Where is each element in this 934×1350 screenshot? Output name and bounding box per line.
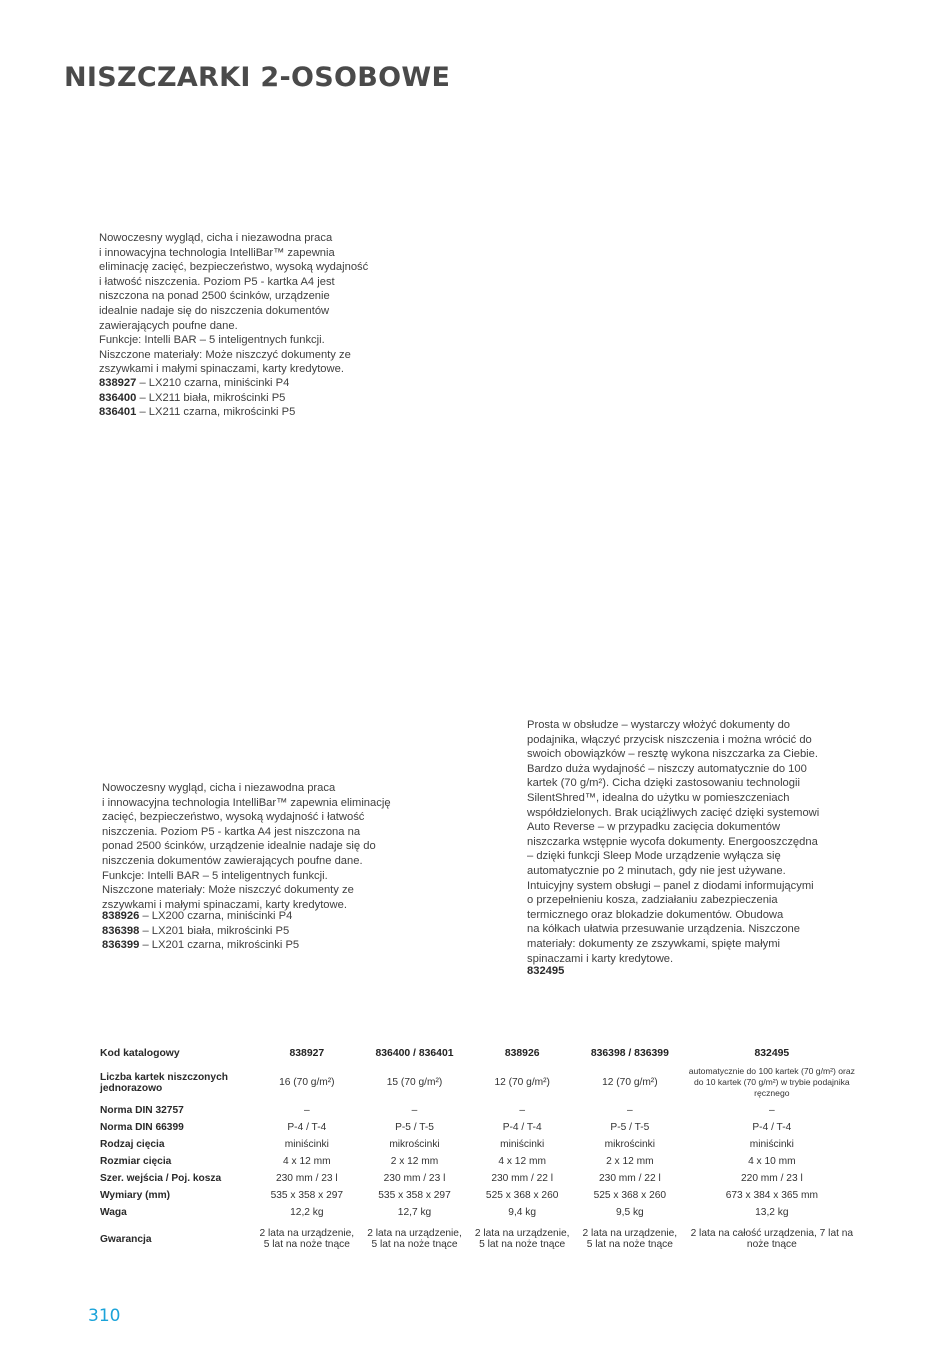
column-header: 836398 / 836399 <box>590 1048 669 1059</box>
catalog-code: 838927 <box>99 377 137 389</box>
table-cell: 2 lata na urządzenie, 5 lat na noże tnące <box>582 1228 678 1250</box>
code-desc: – LX200 czarna, miniścinki P4 <box>139 910 293 922</box>
row-label: Wymiary (mm) <box>100 1190 171 1201</box>
table-cell: 230 mm / 22 l <box>491 1173 554 1184</box>
spec-table <box>96 1044 860 1257</box>
table-cell: – <box>304 1105 310 1116</box>
table-row <box>96 1136 860 1153</box>
catalog-code: 836398 <box>102 924 140 937</box>
catalog-code: 838926 <box>102 910 140 922</box>
table-cell: 220 mm / 23 l <box>740 1173 803 1184</box>
product-description: Nowoczesny wygląd, cicha i niezawodna praca i innowacyjna technologia IntelliBar™ zapewnia eliminację zacięć, bezpieczeństwo, wysoką wydajność i łatwość niszczenia. Poziom P5 - kartka A4 jest niszczona na ponad 2500 ścinków, urządzenie idealnie nadaje się do niszczenia dokumentów zawierających poufne dane. Funkcje: Intelli BAR – 5 inteligentnych funkcji. Niszczone materiały: Może niszczyć dokumenty ze zszywkami i małymi spinaczami, karty kredytowe. <box>99 232 369 376</box>
code-line <box>102 909 299 924</box>
table-cell: P-5 / T-5 <box>395 1122 434 1133</box>
table-cell: 525 x 368 x 260 <box>485 1190 559 1201</box>
table-row <box>96 1170 860 1187</box>
table-cell: 230 mm / 23 l <box>275 1173 338 1184</box>
table-cell: P-4 / T-4 <box>752 1122 792 1133</box>
table-cell: 535 x 358 x 297 <box>270 1190 344 1201</box>
table-cell: mikrościnki <box>604 1139 656 1150</box>
product-description: Nowoczesny wygląd, cicha i niezawodna praca i innowacyjna technologia IntelliBar™ zapewnia eliminację zacięć, bezpieczeństwo, wysoką wydajność i łatwość niszczenia. Poziom P5 - kartka A4 jest niszczona na ponad 2500 ścinków, urządzenie idealnie nadaje się do niszczenia dokumentów zawierających poufne dane. Funkcje: Intelli BAR – 5 inteligentnych funkcji. Niszczone materiały: Może niszczyć dokumenty ze zszywkami i małymi spinaczami, karty kredytowe. <box>102 782 391 911</box>
code-desc: – LX201 biała, mikrościnki P5 <box>139 924 290 937</box>
table-cell: – <box>769 1105 775 1116</box>
catalog-code: 836399 <box>102 939 140 952</box>
table-cell: 4 x 12 mm <box>283 1156 331 1167</box>
row-label: Norma DIN 66399 <box>100 1122 184 1133</box>
product-codes <box>102 909 299 953</box>
table-cell: 4 x 10 mm <box>748 1156 796 1167</box>
product-description: Prosta w obsłudze – wystarczy włożyć dokumenty do podajnika, włączyć przycisk niszczenia i można wrócić do swoich obowiązków – resztę wykona niszczarka za Ciebie. Bardzo duża wydajność – niszczy automatycznie do 100 kartek (70 g/m²). Cicha dzięki zastosowaniu technologii SilentShred™, idealna do użytku w pomieszczeniach współdzielonych. Brak uciążliwych zacięć dzięki systemowi Auto Reverse – w przypadku zacięcia dokumentów niszczarka wstępnie wycofa dokumenty. Energooszczędna – dzięki funkcji Sleep Mode urządzenie wyłącza się automatycznie po 2 minutach, gdy nie jest używane. Intuicyjny system obsługi – panel z diodami informującymi o przepełnieniu kosza, zadziałaniu zabezpieczenia termicznego oraz blokadzie dokumentów. Obudowa na kółkach ułatwia przesuwanie urządzenia. Niszczone materiały: dokumenty ze zszywkami, spięte małymi spinaczami i karty kredytowe. <box>527 719 820 965</box>
table-cell: 16 (70 g/m²) <box>279 1077 335 1088</box>
header-label: Kod katalogowy <box>100 1048 180 1059</box>
table-cell: 673 x 384 x 365 mm <box>725 1190 818 1201</box>
catalog-code: 832495 <box>527 965 565 977</box>
row-label: Norma DIN 32757 <box>100 1105 184 1116</box>
code-line <box>99 376 295 391</box>
table-cell: P-4 / T-4 <box>287 1122 327 1133</box>
code-desc: – LX201 czarna, mikrościnki P5 <box>139 939 300 952</box>
row-label: Waga <box>100 1207 127 1218</box>
table-cell: 535 x 358 x 297 <box>378 1190 451 1201</box>
table-cell: 2 lata na urządzenie, 5 lat na noże tnące <box>259 1228 355 1250</box>
catalog-code: 836400 <box>99 391 137 404</box>
table-cell: 230 mm / 22 l <box>598 1173 661 1184</box>
code-desc: – LX211 biała, mikrościnki P5 <box>136 391 286 404</box>
table-cell: – <box>627 1105 633 1116</box>
column-header: 838927 <box>289 1048 325 1059</box>
column-header: 838926 <box>504 1048 540 1059</box>
table-cell: 12 (70 g/m²) <box>602 1077 658 1088</box>
table-cell: 2 lata na urządzenie, 5 lat na noże tnące <box>474 1228 570 1250</box>
table-cell: 12,2 kg <box>290 1207 324 1218</box>
table-header-row <box>96 1044 860 1063</box>
table-cell: P-4 / T-4 <box>502 1122 542 1133</box>
catalog-code: 836401 <box>99 406 137 419</box>
table-cell: – <box>519 1105 526 1116</box>
product-codes <box>99 376 295 420</box>
table-cell: miniścinki <box>500 1139 545 1150</box>
table-cell: 12,7 kg <box>397 1207 432 1218</box>
table-cell: miniścinki <box>749 1139 794 1150</box>
code-line <box>99 391 295 406</box>
row-label: Rozmiar cięcia <box>100 1156 172 1167</box>
table-cell: 9,4 kg <box>508 1207 537 1218</box>
code-line <box>99 405 295 420</box>
table-cell: 13,2 kg <box>755 1207 789 1218</box>
code-desc: – LX211 czarna, mikrościnki P5 <box>136 406 296 419</box>
table-row <box>96 1221 860 1257</box>
table-row <box>96 1153 860 1170</box>
product-codes <box>527 964 564 979</box>
table-cell: automatycznie do 100 kartek (70 g/m²) oraz do 10 kartek (70 g/m²) w trybie podajnika ręcznego <box>688 1066 855 1098</box>
row-label: Gwarancja <box>100 1233 152 1245</box>
table-cell: miniścinki <box>284 1139 329 1150</box>
table-cell: 2 x 12 mm <box>606 1156 654 1167</box>
column-header: 836400 / 836401 <box>375 1048 454 1059</box>
table-cell: 2 lata na urządzenie, 5 lat na noże tnące <box>367 1228 462 1250</box>
table-cell: P-5 / T-5 <box>610 1122 650 1133</box>
table-cell: 12 (70 g/m²) <box>494 1077 550 1088</box>
code-line <box>527 964 564 979</box>
table-row <box>96 1119 860 1136</box>
table-cell: 230 mm / 23 l <box>383 1173 446 1184</box>
row-label: Rodzaj cięcia <box>100 1139 165 1150</box>
table-cell: mikrościnki <box>389 1139 440 1150</box>
table-row <box>96 1187 860 1204</box>
code-desc: – LX210 czarna, miniścinki P4 <box>136 377 290 389</box>
table-cell: 15 (70 g/m²) <box>386 1077 443 1088</box>
table-cell: 9,5 kg <box>615 1207 644 1218</box>
table-cell: 4 x 12 mm <box>498 1156 546 1167</box>
table-row <box>96 1102 860 1119</box>
row-label: Szer. wejścia / Poj. kosza <box>100 1173 222 1184</box>
table-cell: 2 x 12 mm <box>390 1156 439 1167</box>
table-cell: 525 x 368 x 260 <box>593 1190 667 1201</box>
page-title: NISZCZARKI 2-OSOBOWE <box>64 62 451 93</box>
row-label: Liczba kartek niszczonych jednorazowo <box>100 1071 228 1094</box>
table-cell: – <box>411 1105 418 1116</box>
page-number: 310 <box>88 1306 121 1326</box>
table-row <box>96 1204 860 1221</box>
column-header: 832495 <box>754 1048 790 1059</box>
table-row <box>96 1063 860 1102</box>
code-line <box>102 938 299 953</box>
code-line <box>102 924 299 939</box>
table-cell: 2 lata na całość urządzenia, 7 lat na noże tnące <box>690 1228 854 1250</box>
